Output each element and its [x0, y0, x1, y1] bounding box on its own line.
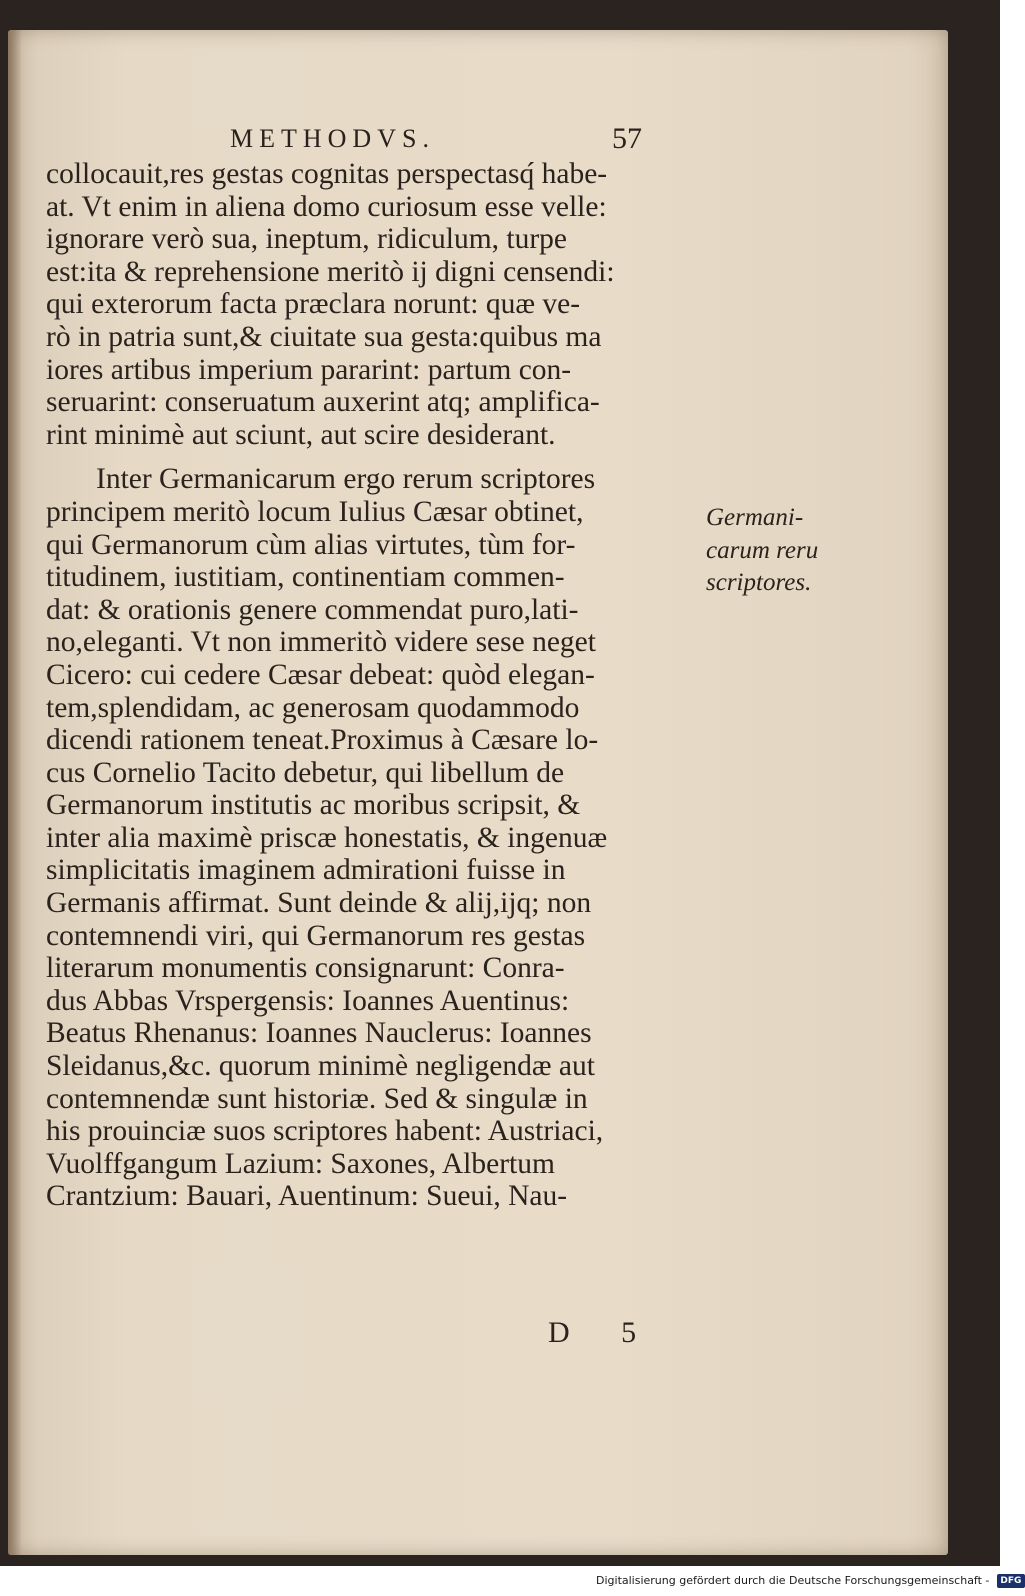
text-line: simplicitatis imaginem admirationi fuisse in	[46, 854, 566, 887]
marginal-note-line: carum reru	[706, 536, 819, 564]
running-title: METHODVS.	[230, 124, 435, 153]
text-line: rint minimè aut sciunt, aut scire desiderant.	[46, 418, 556, 451]
text-line: tem,splendidam, ac generosam quodammodo	[46, 691, 580, 724]
text-line: Beatus Rhenanus: Ioannes Nauclerus: Ioannes	[46, 1017, 592, 1050]
text-line: collocauit,res gestas cognitas perspectasq́ habe-	[46, 158, 608, 190]
text-line: his prouinciæ suos scriptores habent: Austriaci,	[46, 1115, 604, 1148]
text-line: contemnendi viri, qui Germanorum res gestas	[46, 919, 586, 952]
text-line: contemnendæ sunt historiæ. Sed & singulæ in	[46, 1082, 588, 1115]
signature-mark: D 5	[548, 1316, 659, 1349]
text-line: qui Germanorum cùm alias virtutes, tùm for-	[46, 528, 576, 561]
text-line: no,eleganti. Vt non immeritò videre sese neget	[46, 626, 596, 659]
text-line: ignorare verò sua, ineptum, ridiculum, turpe	[46, 223, 568, 256]
text-line: Germanorum institutis ac moribus scripsit, &	[46, 789, 581, 822]
text-line: at. Vt enim in aliena domo curiosum esse velle:	[46, 190, 607, 223]
marginal-note-line: scriptores.	[706, 569, 812, 597]
text-line: rò in patria sunt,& ciuitate sua gesta:quibus ma	[46, 320, 602, 353]
text-line: dus Abbas Vrspergensis: Ioannes Auentinus:	[46, 984, 570, 1017]
text-line: Vuolffgangum Lazium: Saxones, Albertum	[46, 1147, 555, 1180]
paragraph-break	[46, 451, 716, 463]
footer-credit: Digitalisierung gefördert durch die Deutsche Forschungsgemeinschaft -	[596, 1574, 990, 1587]
text-line: Inter Germanicarum ergo rerum scriptores	[96, 463, 596, 496]
marginal-note	[706, 502, 846, 600]
body-text	[46, 158, 716, 1213]
text-line: Germanis affirmat. Sunt deinde & alij,ijq; non	[46, 887, 592, 920]
text-line: qui exterorum facta præclara norunt: quæ ve-	[46, 288, 581, 321]
text-line: Crantzium: Bauari, Auentinum: Sueui, Nau-	[46, 1180, 568, 1213]
text-line: literarum monumentis consignarunt: Conra-	[46, 952, 565, 985]
text-line: dat: & orationis genere commendat puro,lati-	[46, 593, 579, 626]
text-line: inter alia maximè priscæ honestatis, & ingenuæ	[46, 821, 608, 854]
text-line: titudinem, iustitiam, continentiam commen-	[46, 561, 565, 594]
text-line: Cicero: cui cedere Cæsar debeat: quòd elegan-	[46, 658, 595, 691]
running-head	[220, 122, 660, 162]
digitization-footer	[596, 1572, 1025, 1590]
text-line: cus Cornelio Tacito debetur, qui libellum de	[46, 756, 565, 789]
text-line: dicendi rationem teneat.Proximus à Cæsare lo-	[46, 724, 599, 757]
page-gutter-shadow	[8, 30, 22, 1555]
marginal-note-line: Germani-	[706, 504, 804, 531]
text-line: est:ita & reprehensione meritò ij digni censendi:	[46, 255, 615, 288]
text-line: seruarint: conseruatum auxerint atq; amplifica-	[46, 386, 600, 419]
dfg-logo: DFG	[997, 1574, 1025, 1588]
text-line: iores artibus imperium pararint: partum con-	[46, 353, 572, 386]
page-number: 57	[612, 122, 642, 155]
text-line: Sleidanus,&c. quorum minimè negligendæ aut	[46, 1050, 595, 1083]
text-line: principem meritò locum Iulius Cæsar obtinet,	[46, 495, 584, 528]
